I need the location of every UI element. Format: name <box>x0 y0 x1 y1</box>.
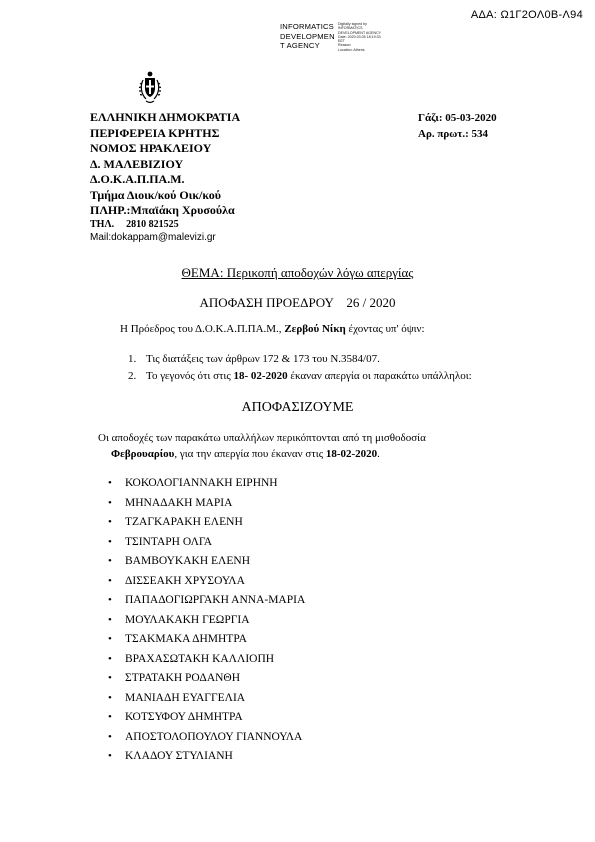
employee-name: ΜΟΥΛΑΚΑΚΗ ΓΕΩΡΓΙΑ <box>125 613 250 626</box>
stamp-detail-line: Location: Athens <box>338 47 365 52</box>
employee-item <box>108 614 305 634</box>
stamp-detail-line: INFORMATICS <box>338 26 363 31</box>
document-date: Γάζι: 05-03-2020 <box>418 112 497 124</box>
employee-name: ΚΟΚΟΛΟΓΙΑΝΝΑΚΗ ΕΙΡΗΝΗ <box>125 477 278 489</box>
stamp-agency-line: T AGENCY <box>280 41 320 51</box>
employee-name: ΣΤΡΑΤΑΚΗ ΡΟΔΑΝΘΗ <box>125 672 241 684</box>
email-address: Mail:dokappam@malevizi.gr <box>90 232 216 243</box>
employee-name: ΑΠΟΣΤΟΛΟΠΟΥΛΟΥ ΓΙΑΝΝΟΥΛΑ <box>125 730 303 743</box>
employee-name: ΜΗΝΑΔΑΚΗ ΜΑΡΙΑ <box>125 496 233 509</box>
consideration-number: 2. <box>128 370 137 382</box>
consideration-text-before: Το γεγονός ότι στις <box>146 370 234 382</box>
letterhead-line: ΝΟΜΟΣ ΗΡΑΚΛΕΙΟΥ <box>90 141 212 155</box>
employee-list <box>108 477 305 770</box>
decision-body-end: . <box>377 448 380 460</box>
bullet-icon: • <box>108 555 112 567</box>
letterhead-line: Δ.Ο.Κ.Α.Π.ΠΑ.Μ. <box>90 172 185 186</box>
letterhead-line: Τμήμα Διοικ/κού Οικ/κού <box>90 187 221 202</box>
decision-title: ΑΠΟΦΑΣΗ ΠΡΟΕΔΡΟΥ 26 / 2020 <box>199 295 396 310</box>
employee-name: ΚΟΤΣΥΦΟΥ ΔΗΜΗΤΡΑ <box>125 711 243 723</box>
letterhead-line: ΠΕΡΙΦΕΡΕΙΑ ΚΡΗΤΗΣ <box>90 125 220 140</box>
decision-body-middle: , για την απεργία που έκαναν στις <box>174 448 326 460</box>
stamp-agency-line: INFORMATICS <box>280 22 334 31</box>
intro-paragraph <box>120 323 425 335</box>
bullet-icon: • <box>108 711 112 723</box>
employee-item <box>108 711 305 731</box>
employee-name: ΜΑΝΙΑΔΗ ΕΥΑΓΓΕΛΙΑ <box>125 691 246 704</box>
intro-before: Η Πρόεδρος του Δ.Ο.Κ.Α.Π.ΠΑ.Μ., <box>120 323 285 335</box>
employee-item <box>108 653 305 673</box>
document-meta <box>418 110 497 142</box>
stamp-detail-line: DEVELOPMENT AGENCY <box>338 30 382 35</box>
subject-label: ΘΕΜΑ: <box>181 265 224 280</box>
letterhead-line: ΕΛΛΗΝΙΚΗ ΔΗΜΟΚΡΑΤΙΑ <box>90 110 241 124</box>
bullet-icon: • <box>108 672 112 684</box>
stamp-agency-name <box>280 22 335 51</box>
consideration-number: 1. <box>128 353 137 365</box>
bullet-icon: • <box>108 574 112 587</box>
stamp-detail-line: Digitally signed by <box>338 22 367 26</box>
greek-coat-of-arms-icon <box>135 68 165 104</box>
employee-name: ΤΣΙΝΤΑΡΗ ΟΛΓΑ <box>125 535 213 548</box>
employee-item <box>108 536 305 556</box>
employee-item <box>108 555 305 575</box>
employee-item <box>108 731 305 751</box>
subject-text: Περικοπή αποδοχών λόγω απεργίας <box>223 265 414 280</box>
letterhead-line: ΠΛΗΡ.:Μπαϊάκη Χρυσούλα <box>90 203 235 217</box>
employee-item <box>108 692 305 712</box>
strike-date: 18- 02-2020 <box>233 370 288 382</box>
digital-signature-stamp <box>280 22 420 52</box>
telephone-number: 2810 821525 <box>126 219 179 230</box>
bullet-icon: • <box>108 633 112 645</box>
decision-body <box>98 430 426 462</box>
president-name: Ζερβού Νίκη <box>284 323 346 335</box>
bullet-icon: • <box>108 477 112 489</box>
employee-name: ΤΣΑΚΜΑΚΑ ΔΗΜΗΤΡΑ <box>125 633 247 645</box>
letterhead <box>90 110 240 219</box>
decision-body-line2 <box>98 446 426 462</box>
bullet-icon: • <box>108 613 112 626</box>
employee-item <box>108 477 305 497</box>
employee-name: ΤΖΑΓΚΑΡΑΚΗ ΕΛΕΝΗ <box>125 516 243 528</box>
employee-name: ΒΑΜΒΟΥΚΑΚΗ ΕΛΕΝΗ <box>125 555 251 567</box>
employee-item <box>108 497 305 517</box>
stamp-signature-details <box>338 22 381 52</box>
consideration-item <box>128 351 472 368</box>
stamp-detail-line: EET <box>338 39 345 44</box>
intro-after: έχοντας υπ' όψιν: <box>345 323 425 335</box>
bullet-icon: • <box>108 730 112 743</box>
letterhead-line: Δ. ΜΑΛΕΒΙΖΙΟΥ <box>90 156 184 171</box>
bullet-icon: • <box>108 691 112 704</box>
bullet-icon: • <box>108 594 112 606</box>
bullet-icon: • <box>108 516 112 528</box>
subject-line <box>0 265 595 281</box>
stamp-agency-line: DEVELOPMEN <box>280 31 335 41</box>
stamp-detail-line: Reason: <box>338 43 352 48</box>
deduction-strike-date: 18-02-2020 <box>325 448 378 460</box>
employee-item <box>108 594 305 614</box>
telephone <box>90 219 179 230</box>
employee-name: ΚΛΑΔΟΥ ΣΤΥΛΙΑΝΗ <box>125 750 233 762</box>
employee-name: ΔΙΣΣΕΑΚΗ ΧΡΥΣΟΥΛΑ <box>125 574 245 587</box>
telephone-label: ΤΗΛ. <box>90 219 115 230</box>
consideration-text: Τις διατάξεις των άρθρων 172 & 173 του Ν.3584/07. <box>146 353 380 365</box>
employee-item <box>108 575 305 595</box>
employee-item <box>108 633 305 653</box>
employee-item <box>108 672 305 692</box>
ada-code: ΑΔΑ: Ω1Γ2ΟΛ0Β-Λ94 <box>470 9 583 21</box>
bullet-icon: • <box>108 496 112 509</box>
stamp-detail-line: Date: 2020.03.05 18:19:33 <box>338 34 381 39</box>
employee-item <box>108 750 305 770</box>
employee-item <box>108 516 305 536</box>
considerations-list <box>128 351 472 385</box>
bullet-icon: • <box>108 750 112 762</box>
decision-heading: ΑΠΟΦΑΣΙΖΟΥΜΕ <box>241 400 354 415</box>
employee-name: ΠΑΠΑΔΟΓΙΩΡΓΑΚΗ ΑΝΝΑ-ΜΑΡΙΑ <box>125 594 306 606</box>
protocol-number: Αρ. πρωτ.: 534 <box>418 128 489 140</box>
decision-body-line1: Οι αποδοχές των παρακάτω υπαλλήλων περικόπτονται από τη μισθοδοσία <box>98 432 426 444</box>
consideration-text-after: έκαναν απεργία οι παρακάτω υπάλληλοι: <box>287 370 472 382</box>
bullet-icon: • <box>108 652 112 665</box>
bullet-icon: • <box>108 535 112 548</box>
employee-name: ΒΡΑΧΑΣΩΤΑΚΗ ΚΑΛΛΙΟΠΗ <box>125 652 275 665</box>
consideration-item <box>128 368 472 385</box>
deduction-month: Φεβρουαρίου <box>111 448 175 460</box>
